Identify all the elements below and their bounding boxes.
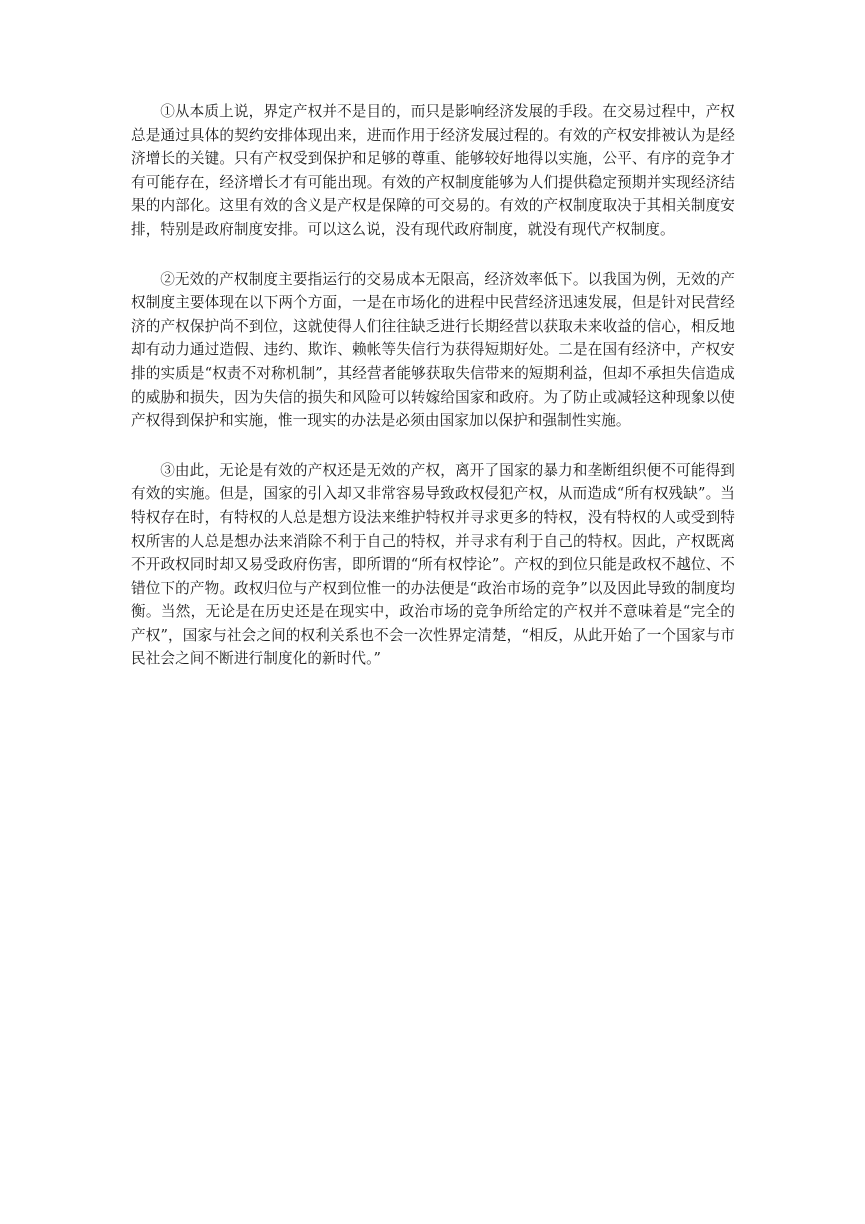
paragraph-1: ①从本质上说，界定产权并不是目的，而只是影响经济发展的手段。在交易过程中，产权总是通过具体的契约安排体现出来，进而作用于经济发展过程的。有效的产权安排被认为是经济增长的关键。只有产权受到保护和足够的尊重、能够较好地得以实施，公平、有序的竞争才有可能存在，经济增长才有可能出现。有效的产权制度能够为人们提供稳定预期并实现经济结果的内部化。这里有效的含义是产权是保障的可交易的。有效的产权制度取决于其相关制度安排，特别是政府制度安排。可以这么说，没有现代政府制度，就没有现代产权制度。 [131,103,735,238]
paragraph-2: ②无效的产权制度主要指运行的交易成本无限高，经济效率低下。以我国为例，无效的产权制度主要体现在以下两个方面，一是在市场化的进程中民营经济迅速发展，但是针对民营经济的产权保护尚不到位，这就使得人们往往缺乏进行长期经营以获取未来收益的信心，相反地却有动力通过造假、违约、欺诈、赖帐等失信行为获得短期好处。二是在国有经济中，产权安排的实质是“权责不对称机制”，其经营者能够获取失信带来的短期利益，但却不承担失信造成的威胁和损失，因为失信的损失和风险可以转嫁给国家和政府。为了防止或减轻这种现象以使产权得到保护和实施，惟一现实的办法是必须由国家加以保护和强制性实施。 [131,270,735,430]
paragraph-3: ③由此，无论是有效的产权还是无效的产权，离开了国家的暴力和垄断组织便不可能得到有效的实施。但是，国家的引入却又非常容易导致政权侵犯产权，从而造成“所有权残缺”。当特权存在时，有特权的人总是想方设法来维护特权并寻求更多的特权，没有特权的人或受到特权所害的人总是想办法来消除不利于自己的特权，并寻求有利于自己的特权。因此，产权既离不开政权同时却又易受政府伤害，即所谓的“所有权悖论”。产权的到位只能是政权不越位、不错位下的产物。政权归位与产权到位惟一的办法便是“政治市场的竞争”以及因此导致的制度均衡。当然，无论是在历史还是在现实中，政治市场的竞争所给定的产权并不意味着是“完全的产权”，国家与社会之间的权利关系也不会一次性界定清楚，“相反，从此开始了一个国家与市民社会之间不断进行制度化的新时代。” [131,461,735,668]
document-page [131,100,735,697]
